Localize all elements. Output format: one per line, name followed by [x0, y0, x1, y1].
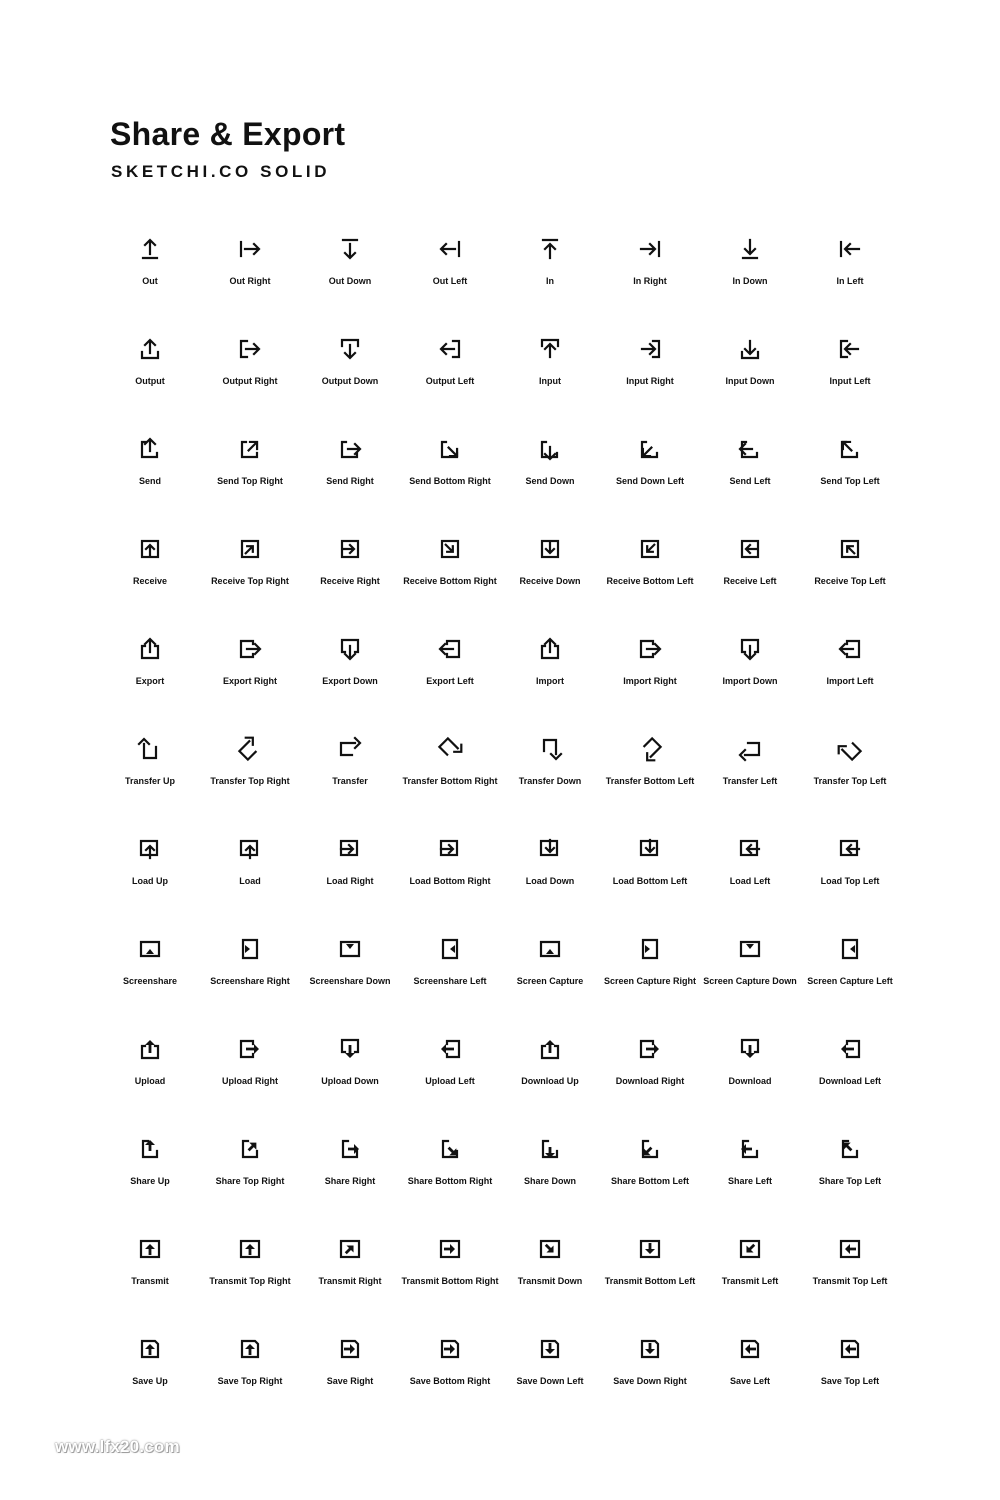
- icon-label: Output: [135, 376, 165, 386]
- icon-label: Import Right: [623, 676, 677, 686]
- icon-tile: [700, 1330, 800, 1430]
- icon-tile: [500, 730, 600, 830]
- icon-label: In Left: [836, 276, 864, 286]
- icon-label: Save Top Left: [820, 1376, 880, 1386]
- icon-label: Load Bottom Right: [409, 876, 491, 886]
- icon-tile: [600, 530, 700, 630]
- icon-label: Send Top Left: [820, 476, 880, 486]
- icon-label: Load Right: [326, 876, 374, 886]
- icon-tile: [100, 930, 200, 1030]
- icon-tile: [200, 1230, 300, 1330]
- icon-tile: [700, 330, 800, 430]
- icon-label: Receive Right: [320, 576, 380, 586]
- icon-tile: [400, 1230, 500, 1330]
- page-subtitle: SKETCHI.CO SOLID: [111, 162, 331, 181]
- icon-tile: [300, 1330, 400, 1430]
- icon-tile: [600, 230, 700, 330]
- icon-tile: [200, 230, 300, 330]
- icon-label: Transmit Down: [517, 1276, 583, 1286]
- icon-tile: [200, 1330, 300, 1430]
- icon-label: Share Right: [324, 1176, 376, 1186]
- icon-label: Send Left: [729, 476, 771, 486]
- icon-label: Share Bottom Left: [610, 1176, 689, 1186]
- icon-tile: [100, 430, 200, 530]
- icon-tile: [200, 630, 300, 730]
- icon-label: Share Left: [727, 1176, 772, 1186]
- icon-label: Share Bottom Right: [407, 1176, 493, 1186]
- icon-label: Input: [539, 376, 561, 386]
- icon-label: Output Left: [425, 376, 475, 386]
- icon-tile: [500, 1130, 600, 1230]
- icon-tile: [300, 730, 400, 830]
- icon-tile: [700, 1130, 800, 1230]
- icon-tile: [400, 830, 500, 930]
- icon-label: Screenshare Left: [413, 976, 487, 986]
- icon-tile: [800, 1130, 900, 1230]
- icon-tile: [800, 230, 900, 330]
- icon-label: Screenshare Right: [210, 976, 290, 986]
- icon-tile: [500, 530, 600, 630]
- icon-label: Out Right: [229, 276, 271, 286]
- icon-tile: [300, 330, 400, 430]
- icon-label: Load Top Left: [820, 876, 880, 886]
- icon-label: Load Bottom Left: [612, 876, 688, 886]
- icon-label: In Right: [633, 276, 667, 286]
- icon-label: Share Up: [130, 1176, 170, 1186]
- watermark: www.lfx20.com: [55, 1437, 180, 1456]
- icon-label: Export Right: [223, 676, 277, 686]
- icon-tile: [600, 1230, 700, 1330]
- icon-label: Transfer Top Right: [210, 776, 290, 786]
- icon-tile: [600, 930, 700, 1030]
- icon-grid: [100, 230, 900, 1430]
- icon-tile: [600, 830, 700, 930]
- icon-label: Receive Top Right: [211, 576, 289, 586]
- icon-tile: [100, 630, 200, 730]
- icon-tile: [800, 1330, 900, 1430]
- icon-tile: [500, 630, 600, 730]
- icon-tile: [200, 830, 300, 930]
- icon-tile: [300, 930, 400, 1030]
- icon-tile: [200, 1130, 300, 1230]
- icon-tile: [200, 730, 300, 830]
- icon-tile: [800, 730, 900, 830]
- icon-label: Input Left: [829, 376, 871, 386]
- icon-label: Out Down: [328, 276, 372, 286]
- icon-label: Transfer Up: [124, 776, 175, 786]
- icon-label: Send Top Right: [217, 476, 283, 486]
- icon-tile: [100, 1230, 200, 1330]
- icon-label: Screenshare: [122, 976, 178, 986]
- icon-label: Download Up: [521, 1076, 579, 1086]
- icon-tile: [200, 930, 300, 1030]
- icon-tile: [500, 430, 600, 530]
- icon-tile: [500, 230, 600, 330]
- icon-tile: [200, 330, 300, 430]
- icon-label: Receive Down: [519, 576, 581, 586]
- icon-tile: [700, 830, 800, 930]
- icon-label: Transfer Bottom Left: [605, 776, 695, 786]
- icon-tile: [800, 930, 900, 1030]
- icon-label: Upload Down: [321, 1076, 379, 1086]
- icon-label: Receive Bottom Left: [606, 576, 694, 586]
- icon-tile: [600, 730, 700, 830]
- icon-tile: [500, 830, 600, 930]
- icon-tile: [700, 930, 800, 1030]
- icon-label: Upload Right: [222, 1076, 278, 1086]
- icon-label: Send Right: [326, 476, 374, 486]
- icon-label: Transmit Top Right: [209, 1276, 291, 1286]
- icon-tile: [800, 330, 900, 430]
- icon-label: Transmit Right: [318, 1276, 382, 1286]
- icon-label: Save Down Right: [613, 1376, 687, 1386]
- icon-label: Send Bottom Right: [409, 476, 491, 486]
- icon-label: Export Down: [322, 676, 378, 686]
- icon-label: Transfer Bottom Right: [402, 776, 498, 786]
- icon-tile: [700, 1230, 800, 1330]
- icon-label: Download: [728, 1076, 772, 1086]
- icon-label: Load Up: [132, 876, 168, 886]
- icon-label: Transmit Top Left: [812, 1276, 888, 1286]
- icon-tile: [100, 730, 200, 830]
- icon-label: In: [546, 276, 554, 286]
- icon-tile: [500, 1330, 600, 1430]
- icon-tile: [100, 1030, 200, 1130]
- icon-tile: [700, 430, 800, 530]
- icon-label: Save Down Left: [516, 1376, 584, 1386]
- icon-label: Output Right: [222, 376, 278, 386]
- icon-label: Screen Capture Down: [703, 976, 797, 986]
- icon-label: Receive Left: [723, 576, 777, 586]
- icon-tile: [400, 1330, 500, 1430]
- icon-label: Import Left: [826, 676, 874, 686]
- icon-tile: [800, 830, 900, 930]
- icon-tile: [600, 430, 700, 530]
- icon-label: Transfer Left: [722, 776, 778, 786]
- icon-tile: [100, 1130, 200, 1230]
- icon-label: Save Left: [729, 1376, 771, 1386]
- icon-label: Receive: [132, 576, 168, 586]
- icon-label: Export Left: [426, 676, 474, 686]
- icon-tile: [300, 1030, 400, 1130]
- icon-tile: [500, 930, 600, 1030]
- icon-tile: [400, 430, 500, 530]
- icon-label: Transmit: [131, 1276, 169, 1286]
- icon-tile: [700, 630, 800, 730]
- icon-label: Send: [138, 476, 161, 486]
- icon-label: Save Right: [326, 1376, 374, 1386]
- icon-tile: [300, 830, 400, 930]
- icon-label: Load Left: [729, 876, 771, 886]
- icon-tile: [100, 330, 200, 430]
- icon-tile: [600, 1330, 700, 1430]
- icon-tile: [700, 1030, 800, 1130]
- icon-label: Import: [536, 676, 564, 686]
- icon-tile: [200, 530, 300, 630]
- icon-tile: [500, 1230, 600, 1330]
- icon-label: Upload Left: [425, 1076, 475, 1086]
- icon-tile: [300, 230, 400, 330]
- icon-tile: [300, 530, 400, 630]
- icon-tile: [800, 630, 900, 730]
- icon-label: Receive Top Left: [814, 576, 886, 586]
- icon-label: In Down: [732, 276, 768, 286]
- icon-label: Screen Capture Right: [603, 976, 697, 986]
- icon-tile: [100, 830, 200, 930]
- icon-label: Save Top Right: [217, 1376, 283, 1386]
- icon-label: Send Down Left: [616, 476, 684, 486]
- icon-tile: [500, 1030, 600, 1130]
- icon-label: Save Bottom Right: [409, 1376, 491, 1386]
- icon-label: Export: [135, 676, 165, 686]
- icon-label: Transmit Bottom Right: [401, 1276, 499, 1286]
- icon-tile: [700, 230, 800, 330]
- icon-label: Output Down: [321, 376, 379, 386]
- icon-label: Screenshare Down: [309, 976, 391, 986]
- icon-label: Screen Capture: [516, 976, 584, 986]
- icon-label: Transfer: [332, 776, 368, 786]
- icon-tile: [600, 1030, 700, 1130]
- page-title: Share & Export: [110, 116, 346, 152]
- icon-tile: [300, 1130, 400, 1230]
- icon-label: Input Down: [725, 376, 775, 386]
- icon-tile: [300, 430, 400, 530]
- icon-label: Transmit Bottom Left: [604, 1276, 696, 1286]
- icon-tile: [400, 330, 500, 430]
- icon-tile: [400, 730, 500, 830]
- icon-label: Share Top Right: [215, 1176, 285, 1186]
- icon-tile: [500, 330, 600, 430]
- icon-label: Send Down: [525, 476, 575, 486]
- icon-tile: [400, 230, 500, 330]
- icon-tile: [400, 1030, 500, 1130]
- icon-label: Transfer Top Left: [813, 776, 887, 786]
- icon-label: Import Down: [722, 676, 778, 686]
- icon-tile: [600, 630, 700, 730]
- icon-tile: [700, 730, 800, 830]
- icon-label: Share Down: [523, 1176, 576, 1186]
- icon-label: Download Right: [615, 1076, 685, 1086]
- icon-label: Load: [239, 876, 261, 886]
- icon-label: Share Top Left: [818, 1176, 882, 1186]
- icon-tile: [800, 430, 900, 530]
- icon-tile: [800, 1230, 900, 1330]
- icon-tile: [400, 930, 500, 1030]
- icon-label: Transfer Down: [518, 776, 582, 786]
- icon-tile: [400, 530, 500, 630]
- icon-label: Receive Bottom Right: [403, 576, 497, 586]
- icon-tile: [100, 1330, 200, 1430]
- icon-label: Save Up: [132, 1376, 168, 1386]
- icon-label: Load Down: [525, 876, 575, 886]
- icon-tile: [600, 330, 700, 430]
- icon-tile: [400, 630, 500, 730]
- icon-tile: [100, 230, 200, 330]
- icon-tile: [300, 630, 400, 730]
- icon-tile: [600, 1130, 700, 1230]
- icon-tile: [700, 530, 800, 630]
- icon-label: Screen Capture Left: [807, 976, 893, 986]
- icon-tile: [200, 1030, 300, 1130]
- icon-tile: [300, 1230, 400, 1330]
- icon-label: Transmit Left: [721, 1276, 779, 1286]
- icon-label: Input Right: [626, 376, 674, 386]
- icon-label: Out: [142, 276, 158, 286]
- icon-tile: [200, 430, 300, 530]
- icon-tile: [400, 1130, 500, 1230]
- icon-tile: [800, 530, 900, 630]
- icon-tile: [800, 1030, 900, 1130]
- icon-tile: [100, 530, 200, 630]
- icon-label: Download Left: [819, 1076, 881, 1086]
- icon-label: Upload: [134, 1076, 166, 1086]
- icon-label: Out Left: [432, 276, 468, 286]
